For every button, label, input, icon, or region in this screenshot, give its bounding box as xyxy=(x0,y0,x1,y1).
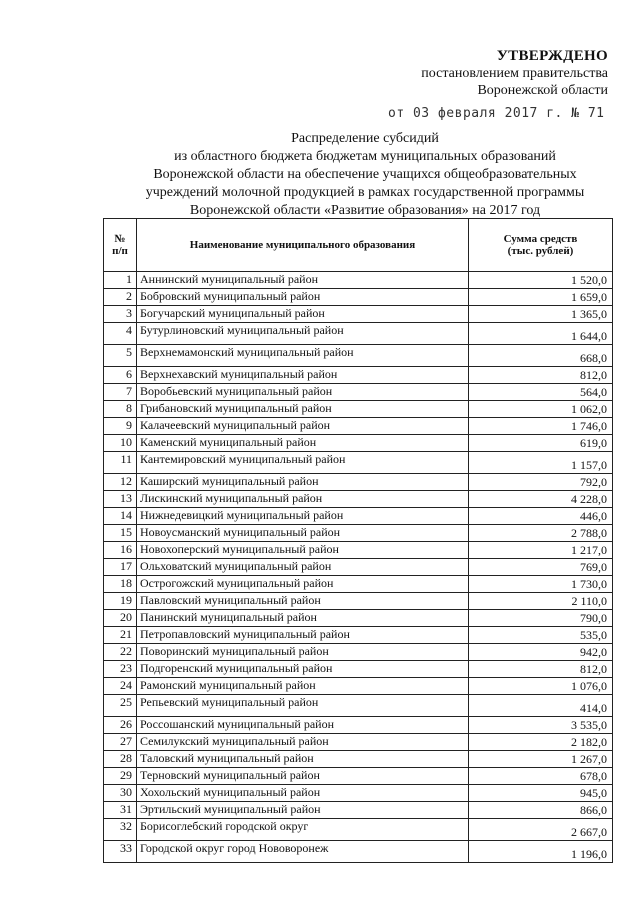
row-amount: 769,0 xyxy=(469,559,613,576)
approval-line-2: Воронежской области xyxy=(477,83,608,98)
table-row xyxy=(104,384,613,401)
row-amount: 1 644,0 xyxy=(469,323,613,345)
row-name: Верхнехавский муниципальный район xyxy=(137,367,469,384)
row-number: 30 xyxy=(104,785,137,802)
table-row xyxy=(104,367,613,384)
row-number: 8 xyxy=(104,401,137,418)
row-name: Острогожский муниципальный район xyxy=(137,576,469,593)
header-amount xyxy=(469,219,613,272)
row-name: Подгоренский муниципальный район xyxy=(137,661,469,678)
row-name: Терновский муниципальный район xyxy=(137,768,469,785)
table-row xyxy=(104,610,613,627)
table-row xyxy=(104,768,613,785)
table-row xyxy=(104,751,613,768)
row-name: Калачеевский муниципальный район xyxy=(137,418,469,435)
row-name: Городской округ город Нововоронеж xyxy=(137,841,469,863)
row-amount: 4 228,0 xyxy=(469,491,613,508)
table-row xyxy=(104,435,613,452)
row-amount: 1 520,0 xyxy=(469,272,613,289)
row-number: 24 xyxy=(104,678,137,695)
row-name: Богучарский муниципальный район xyxy=(137,306,469,323)
table-row xyxy=(104,841,613,863)
row-number: 31 xyxy=(104,802,137,819)
header-amount-line1: Сумма средств xyxy=(503,233,578,245)
row-amount: 2 110,0 xyxy=(469,593,613,610)
table-row xyxy=(104,559,613,576)
row-amount: 3 535,0 xyxy=(469,717,613,734)
table-row xyxy=(104,323,613,345)
row-name: Аннинский муниципальный район xyxy=(137,272,469,289)
row-amount: 812,0 xyxy=(469,661,613,678)
title-line: учреждений молочной продукцией в рамках государственной программы xyxy=(145,185,585,200)
row-number: 15 xyxy=(104,525,137,542)
row-amount: 564,0 xyxy=(469,384,613,401)
row-amount: 866,0 xyxy=(469,802,613,819)
table-row xyxy=(104,272,613,289)
row-name: Верхнемамонский муниципальный район xyxy=(137,345,469,367)
table-row xyxy=(104,678,613,695)
row-number: 33 xyxy=(104,841,137,863)
row-amount: 1 062,0 xyxy=(469,401,613,418)
table-row xyxy=(104,452,613,474)
title-line: Воронежской области на обеспечение учащихся общеобразовательных xyxy=(153,167,577,182)
row-name: Эртильский муниципальный район xyxy=(137,802,469,819)
row-name: Каменский муниципальный район xyxy=(137,435,469,452)
row-name: Кантемировский муниципальный район xyxy=(137,452,469,474)
row-amount: 2 182,0 xyxy=(469,734,613,751)
row-amount: 790,0 xyxy=(469,610,613,627)
approval-stamp xyxy=(421,48,608,99)
table-row xyxy=(104,661,613,678)
title-line: из областного бюджета бюджетам муниципальных образований xyxy=(174,149,556,164)
row-amount: 1 157,0 xyxy=(469,452,613,474)
table-row xyxy=(104,717,613,734)
row-name: Репьевский муниципальный район xyxy=(137,695,469,717)
row-name: Грибановский муниципальный район xyxy=(137,401,469,418)
row-number: 17 xyxy=(104,559,137,576)
table-row xyxy=(104,401,613,418)
row-amount: 446,0 xyxy=(469,508,613,525)
header-number xyxy=(104,219,137,272)
row-amount: 1 365,0 xyxy=(469,306,613,323)
table-header-row xyxy=(104,219,613,272)
row-name: Поворинский муниципальный район xyxy=(137,644,469,661)
table-row xyxy=(104,491,613,508)
row-amount: 535,0 xyxy=(469,627,613,644)
row-number: 12 xyxy=(104,474,137,491)
row-number: 32 xyxy=(104,819,137,841)
row-name: Бутурлиновский муниципальный район xyxy=(137,323,469,345)
row-name: Рамонский муниципальный район xyxy=(137,678,469,695)
table-row xyxy=(104,306,613,323)
row-amount: 792,0 xyxy=(469,474,613,491)
row-amount: 619,0 xyxy=(469,435,613,452)
row-amount: 1 730,0 xyxy=(469,576,613,593)
row-number: 6 xyxy=(104,367,137,384)
table-row xyxy=(104,819,613,841)
row-amount: 942,0 xyxy=(469,644,613,661)
table-row xyxy=(104,542,613,559)
row-name: Петропавловский муниципальный район xyxy=(137,627,469,644)
row-name: Россошанский муниципальный район xyxy=(137,717,469,734)
table-row xyxy=(104,289,613,306)
row-number: 2 xyxy=(104,289,137,306)
row-number: 27 xyxy=(104,734,137,751)
row-number: 26 xyxy=(104,717,137,734)
row-name: Борисоглебский городской округ xyxy=(137,819,469,841)
row-number: 21 xyxy=(104,627,137,644)
table-row xyxy=(104,695,613,717)
row-number: 7 xyxy=(104,384,137,401)
subsidy-table xyxy=(103,218,613,863)
row-number: 9 xyxy=(104,418,137,435)
approval-line-1: постановлением правительства xyxy=(421,66,608,81)
row-amount: 678,0 xyxy=(469,768,613,785)
row-number: 20 xyxy=(104,610,137,627)
row-name: Бобровский муниципальный район xyxy=(137,289,469,306)
row-number: 16 xyxy=(104,542,137,559)
row-number: 11 xyxy=(104,452,137,474)
row-name: Новоусманский муниципальный район xyxy=(137,525,469,542)
row-name: Панинский муниципальный район xyxy=(137,610,469,627)
row-number: 5 xyxy=(104,345,137,367)
row-amount: 1 076,0 xyxy=(469,678,613,695)
row-number: 14 xyxy=(104,508,137,525)
row-amount: 668,0 xyxy=(469,345,613,367)
row-amount: 2 667,0 xyxy=(469,819,613,841)
row-name: Лискинский муниципальный район xyxy=(137,491,469,508)
document-title xyxy=(100,130,630,220)
row-number: 13 xyxy=(104,491,137,508)
table-row xyxy=(104,345,613,367)
row-amount: 1 217,0 xyxy=(469,542,613,559)
table-row xyxy=(104,576,613,593)
row-number: 19 xyxy=(104,593,137,610)
row-amount: 1 659,0 xyxy=(469,289,613,306)
row-amount: 812,0 xyxy=(469,367,613,384)
row-number: 3 xyxy=(104,306,137,323)
table-row xyxy=(104,418,613,435)
row-name: Ольховатский муниципальный район xyxy=(137,559,469,576)
table-row xyxy=(104,785,613,802)
row-amount: 414,0 xyxy=(469,695,613,717)
row-name: Нижнедевицкий муниципальный район xyxy=(137,508,469,525)
table-row xyxy=(104,525,613,542)
row-number: 18 xyxy=(104,576,137,593)
row-number: 10 xyxy=(104,435,137,452)
row-number: 22 xyxy=(104,644,137,661)
header-number-line2: п/п xyxy=(112,245,128,257)
header-number-line1: № xyxy=(114,233,126,245)
approval-date: от 03 февраля 2017 г. № 71 xyxy=(388,106,605,121)
row-name: Хохольский муниципальный район xyxy=(137,785,469,802)
row-name: Новохоперский муниципальный район xyxy=(137,542,469,559)
row-amount: 1 267,0 xyxy=(469,751,613,768)
row-number: 23 xyxy=(104,661,137,678)
row-name: Павловский муниципальный район xyxy=(137,593,469,610)
row-number: 29 xyxy=(104,768,137,785)
table-row xyxy=(104,593,613,610)
table-row xyxy=(104,508,613,525)
header-amount-line2: (тыс. рублей) xyxy=(507,245,574,257)
row-name: Таловский муниципальный район xyxy=(137,751,469,768)
row-name: Семилукский муниципальный район xyxy=(137,734,469,751)
row-number: 28 xyxy=(104,751,137,768)
table-row xyxy=(104,627,613,644)
table-row xyxy=(104,474,613,491)
row-name: Воробьевский муниципальный район xyxy=(137,384,469,401)
row-number: 1 xyxy=(104,272,137,289)
title-line: Распределение субсидий xyxy=(291,131,439,146)
row-number: 25 xyxy=(104,695,137,717)
row-amount: 2 788,0 xyxy=(469,525,613,542)
title-line: Воронежской области «Развитие образования» на 2017 год xyxy=(189,203,541,218)
table-row xyxy=(104,644,613,661)
approval-heading: УТВЕРЖДЕНО xyxy=(496,48,608,64)
row-number: 4 xyxy=(104,323,137,345)
table-row xyxy=(104,734,613,751)
table-row xyxy=(104,802,613,819)
row-amount: 945,0 xyxy=(469,785,613,802)
row-amount: 1 746,0 xyxy=(469,418,613,435)
header-name: Наименование муниципального образования xyxy=(137,219,469,272)
row-name: Каширский муниципальный район xyxy=(137,474,469,491)
row-amount: 1 196,0 xyxy=(469,841,613,863)
